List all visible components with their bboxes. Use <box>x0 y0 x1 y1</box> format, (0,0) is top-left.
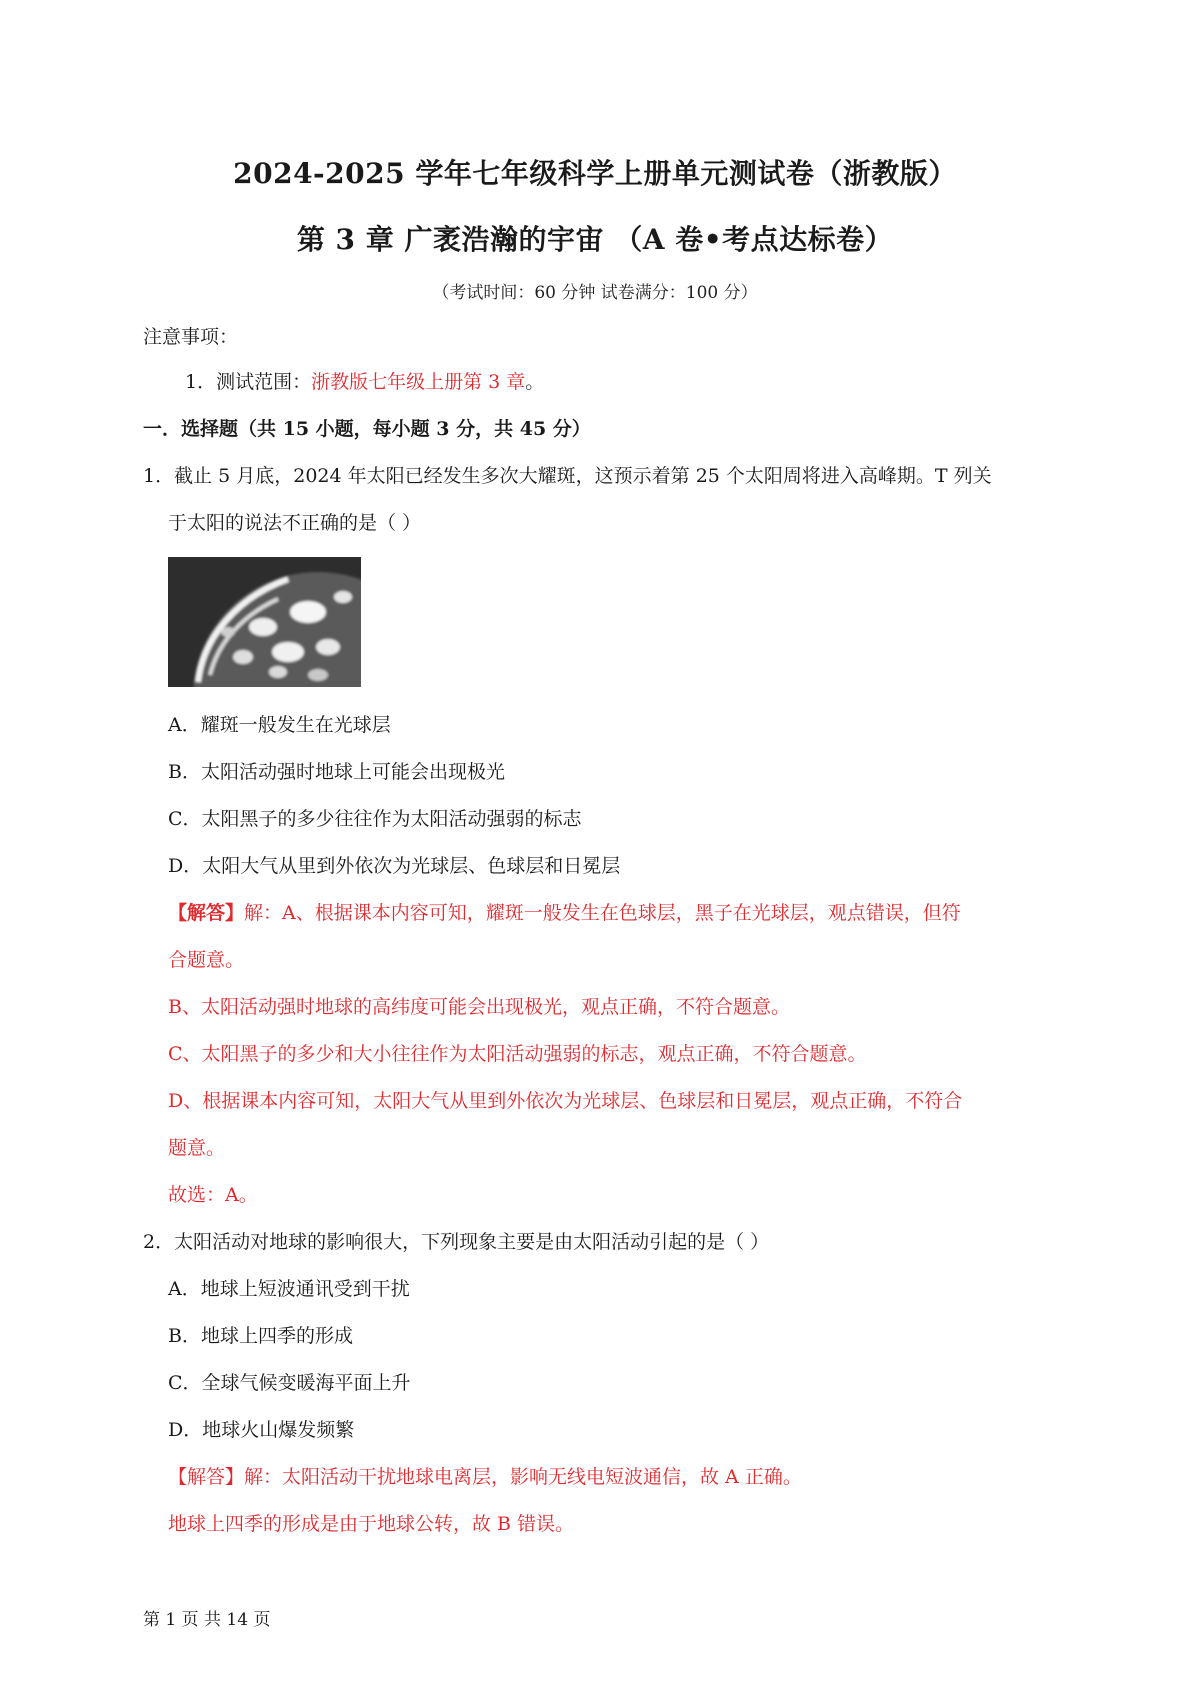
q1-answer-line5: D、根据课本内容可知，太阳大气从里到外依次为光球层、色球层和日冕层，观点正确，不符合 <box>168 1090 963 1112</box>
notice-item-scope: 浙教版七年级上册第 3 章 <box>311 371 526 393</box>
q2-answer-line1 <box>168 1463 802 1491</box>
q1-answer-line6: 题意。 <box>168 1137 226 1159</box>
page-footer: 第 1 页 共 14 页 <box>143 1610 271 1630</box>
q1-answer-line7: 故选：A。 <box>168 1184 258 1206</box>
q2-answer-text: 解：太阳活动干扰地球电离层，影响无线电短波通信，故 A 正确。 <box>244 1466 802 1488</box>
sun-photo-image <box>168 557 361 687</box>
q1-stem-line1: 1．截止 5 月底，2024 年太阳已经发生多次大耀斑，这预示着第 25 个太阳周将进入高峰期。T 列关 <box>143 465 992 487</box>
q2-answer-tag: 【解答】 <box>168 1466 245 1488</box>
q1-answer-text: 解：A、根据课本内容可知，耀斑一般发生在色球层，黑子在光球层，观点错误，但符 <box>244 902 961 924</box>
q1-answer-tag: 【解答】 <box>168 902 245 924</box>
notice-item-end: 。 <box>525 371 545 393</box>
section-heading: 一．选择题（共 15 小题，每小题 3 分，共 45 分） <box>143 418 591 440</box>
q1-answer-line2: 合题意。 <box>168 949 245 971</box>
q2-answer-line2: 地球上四季的形成是由于地球公转，故 B 错误。 <box>168 1513 575 1535</box>
q1-answer-line4: C、太阳黑子的多少和大小往往作为太阳活动强弱的标志，观点正确，不符合题意。 <box>168 1043 867 1065</box>
q2-stem: 2．太阳活动对地球的影响很大，下列现象主要是由太阳活动引起的是（ ） <box>143 1231 770 1253</box>
q1-stem-line2: 于太阳的说法不正确的是（ ） <box>168 512 422 534</box>
q1-option-b: B．太阳活动强时地球上可能会出现极光 <box>168 761 505 783</box>
page-title: 2024-2025 学年七年级科学上册单元测试卷（浙教版） <box>233 157 957 190</box>
notice-item-prefix: 1．测试范围： <box>185 371 312 393</box>
chapter-subtitle: 第 3 章 广袤浩瀚的宇宙 （A 卷•考点达标卷） <box>296 223 894 256</box>
notice-item <box>185 368 544 396</box>
q1-option-a: A．耀斑一般发生在光球层 <box>168 714 391 736</box>
notice-heading: 注意事项： <box>143 326 239 348</box>
q1-answer-line3: B、太阳活动强时地球的高纬度可能会出现极光，观点正确，不符合题意。 <box>168 996 790 1018</box>
q2-option-a: A．地球上短波通讯受到干扰 <box>168 1278 410 1300</box>
q1-answer-line1 <box>168 899 961 927</box>
q2-option-c: C．全球气候变暖海平面上升 <box>168 1372 411 1394</box>
q2-option-b: B．地球上四季的形成 <box>168 1325 353 1347</box>
q2-option-d: D．地球火山爆发频繁 <box>168 1419 355 1441</box>
exam-meta: （考试时间：60 分钟 试卷满分：100 分） <box>432 283 758 303</box>
q1-option-d: D．太阳大气从里到外依次为光球层、色球层和日冕层 <box>168 855 621 877</box>
q1-option-c: C．太阳黑子的多少往往作为太阳活动强弱的标志 <box>168 808 582 830</box>
